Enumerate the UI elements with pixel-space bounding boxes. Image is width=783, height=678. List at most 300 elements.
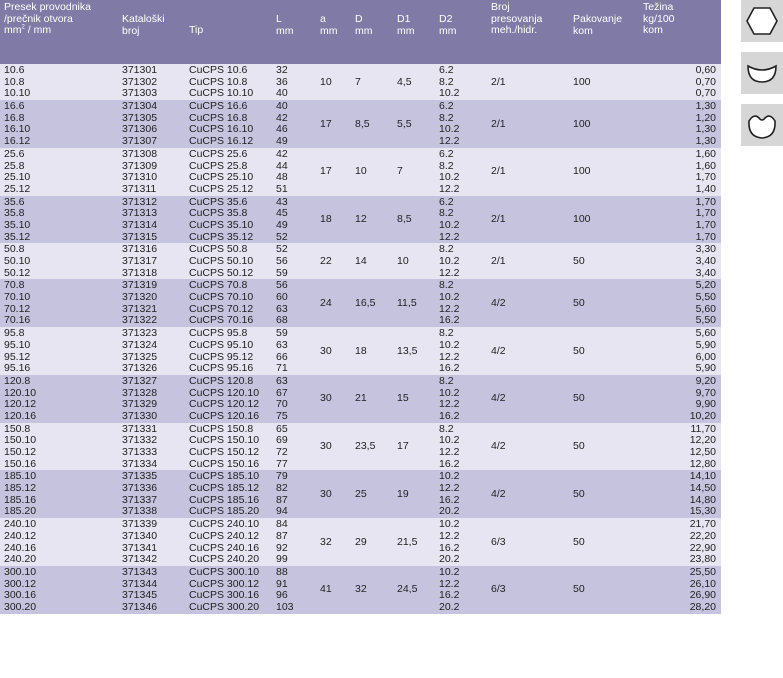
cell-length-value: 45 xyxy=(276,207,288,220)
cell-type-value: CuCPS 16.6 xyxy=(189,100,248,113)
cell-length-value: 92 xyxy=(276,541,288,554)
cell-d2-value: 10.2 xyxy=(439,123,460,136)
cell-d: 29 xyxy=(355,535,367,548)
cell-catalog-number-value: 371328 xyxy=(122,386,158,399)
cell-d: 25 xyxy=(355,487,367,500)
cell-press-count: 2/1 xyxy=(491,254,506,267)
header-text: Broj xyxy=(491,1,510,13)
cell-d1: 21,5 xyxy=(397,535,418,548)
cell-packaging: 100 xyxy=(573,117,591,130)
cell-type xyxy=(185,279,272,327)
cell-weight-value: 1,40 xyxy=(695,182,716,195)
cell-a: 30 xyxy=(320,344,332,357)
cell-weight xyxy=(639,279,721,327)
cell-d2-value: 12.2 xyxy=(439,577,460,590)
table-row xyxy=(0,470,721,518)
table-row xyxy=(0,327,721,375)
cell-length xyxy=(272,148,316,196)
cell-length-value: 91 xyxy=(276,577,288,590)
cell-packaging: 50 xyxy=(573,344,585,357)
cell-type xyxy=(185,566,272,614)
header-text xyxy=(4,25,115,37)
cell-a: 32 xyxy=(320,535,332,548)
cell-d1: 24,5 xyxy=(397,583,418,596)
cell-catalog-number-value: 371320 xyxy=(122,291,158,304)
cell-weight-value: 25,50 xyxy=(689,565,716,578)
cell-type-value: CuCPS 240.16 xyxy=(189,541,260,554)
cell-length-value: 96 xyxy=(276,589,288,602)
cell-catalog-number-value: 371345 xyxy=(122,589,158,602)
cell-catalog-number-value: 371317 xyxy=(122,255,158,267)
cell-d2-value: 10.2 xyxy=(439,386,460,399)
cell-cross-section-value: 120.10 xyxy=(4,386,37,399)
header-cross-section xyxy=(0,0,118,64)
cell-catalog-number-value: 371325 xyxy=(122,350,158,363)
cell-type-value: CuCPS 25.12 xyxy=(189,182,254,195)
cell-catalog-number-value: 371318 xyxy=(122,266,158,279)
cell-cross-section-value: 35.8 xyxy=(4,207,25,220)
cell-type xyxy=(185,470,272,518)
cell-weight-value: 5,90 xyxy=(695,338,716,351)
cell-d1: 10 xyxy=(397,254,409,267)
cell-d2-value: 16.2 xyxy=(439,589,460,602)
cell-weight-value: 21,70 xyxy=(689,518,716,531)
cell-d2-value: 10.2 xyxy=(439,218,460,231)
cell-length-value: 43 xyxy=(276,195,288,208)
header-text: kg/100 xyxy=(643,12,675,25)
cell-weight xyxy=(639,566,721,614)
cell-length-value: 51 xyxy=(276,182,288,195)
cell-cross-section-value: 95.10 xyxy=(4,338,31,351)
cell-cross-section xyxy=(0,148,118,196)
cell-weight-value: 15,30 xyxy=(689,505,716,518)
header-text: meh./hidr. xyxy=(491,24,538,37)
table-row xyxy=(0,279,721,327)
header-text: D2 xyxy=(439,13,453,25)
cell-packaging: 100 xyxy=(573,75,591,88)
cell-a: 24 xyxy=(320,296,332,309)
cell-weight-value: 9,70 xyxy=(695,386,716,399)
cell-weight-value: 1,70 xyxy=(695,207,716,220)
cell-cross-section-value: 95.8 xyxy=(4,327,25,340)
cell-type-value: CuCPS 95.16 xyxy=(189,362,254,375)
cell-type-value: CuCPS 240.10 xyxy=(189,518,260,531)
cell-cross-section xyxy=(0,243,118,279)
cell-d1: 19 xyxy=(397,487,409,500)
cell-catalog-number-value: 371330 xyxy=(122,409,158,422)
cell-length xyxy=(272,470,316,518)
cell-cross-section-value: 185.20 xyxy=(4,505,37,518)
cell-d2-value: 10.2 xyxy=(439,291,460,304)
cell-type-value: CuCPS 300.16 xyxy=(189,589,260,602)
cell-cross-section-value: 150.10 xyxy=(4,434,37,447)
cell-catalog-number-value: 371336 xyxy=(122,482,158,495)
table-row xyxy=(0,566,721,614)
cell-type-value: CuCPS 95.10 xyxy=(189,338,254,351)
cell-d1: 8,5 xyxy=(397,213,412,226)
cell-d2-value: 20.2 xyxy=(439,505,460,518)
cell-d1: 11,5 xyxy=(397,296,417,309)
cell-cross-section-value: 16.6 xyxy=(4,100,25,113)
cell-press-count: 2/1 xyxy=(491,165,506,178)
cell-packaging: 50 xyxy=(573,440,585,453)
cell-length-value: 94 xyxy=(276,505,288,518)
cell-d: 10 xyxy=(355,165,367,178)
cell-d2-value: 12.2 xyxy=(439,398,460,411)
cell-d2-value: 8.2 xyxy=(439,207,454,220)
cell-weight-value: 1,60 xyxy=(695,159,716,172)
cell-cross-section-value: 185.12 xyxy=(4,482,37,495)
cell-weight-value: 0,60 xyxy=(695,64,716,76)
cell-cross-section-value: 35.10 xyxy=(4,218,31,231)
cell-type-value: CuCPS 35.8 xyxy=(189,207,248,220)
cell-cross-section xyxy=(0,279,118,327)
cell-length-value: 77 xyxy=(276,457,288,470)
cell-length xyxy=(272,196,316,244)
table-row xyxy=(0,148,721,196)
cell-catalog-number-value: 371322 xyxy=(122,314,158,327)
cell-d: 7 xyxy=(355,75,361,88)
header-text: mm xyxy=(439,24,457,37)
table-row xyxy=(0,196,721,244)
cell-length xyxy=(272,100,316,148)
cell-catalog-number-value: 371326 xyxy=(122,362,158,375)
cell-length-value: 40 xyxy=(276,87,288,100)
cell-type-value: CuCPS 35.10 xyxy=(189,218,254,231)
cell-type-value: CuCPS 300.20 xyxy=(189,600,260,613)
cell-type-value: CuCPS 70.12 xyxy=(189,302,254,315)
cell-a: 22 xyxy=(320,254,332,267)
cell-weight-value: 12,20 xyxy=(689,434,716,447)
cell-type xyxy=(185,148,272,196)
cell-catalog-number-value: 371307 xyxy=(122,135,158,148)
cell-catalog-number-value: 371319 xyxy=(122,279,158,292)
cell-d2-value: 12.2 xyxy=(439,529,460,542)
cell-weight-value: 14,80 xyxy=(689,493,716,506)
cell-press-count: 6/3 xyxy=(491,583,506,596)
cell-type-value: CuCPS 35.12 xyxy=(189,230,254,243)
header-text: Težina xyxy=(643,1,674,13)
cell-length-value: 42 xyxy=(276,111,288,124)
cell-length xyxy=(272,243,316,279)
table-row xyxy=(0,100,721,148)
cell-d2-value: 6.2 xyxy=(439,195,454,208)
header-weight xyxy=(639,0,721,64)
cell-cross-section xyxy=(0,470,118,518)
cell-weight-value: 26,10 xyxy=(689,577,716,590)
header-catalog-number xyxy=(118,0,185,64)
cell-cross-section-value: 240.20 xyxy=(4,553,37,566)
cell-d2 xyxy=(435,243,487,279)
cell-type-value: CuCPS 25.10 xyxy=(189,171,254,184)
cell-d2-value: 8.2 xyxy=(439,159,454,172)
cell-type-value: CuCPS 120.8 xyxy=(189,374,254,387)
cell-weight-value: 0,70 xyxy=(695,87,716,100)
cell-type-value: CuCPS 185.12 xyxy=(189,482,260,495)
cell-catalog-number-value: 371332 xyxy=(122,434,158,447)
cell-packaging: 50 xyxy=(573,535,585,548)
cell-length-value: 68 xyxy=(276,314,288,327)
cell-length-value: 48 xyxy=(276,171,288,184)
cell-catalog-number-value: 371338 xyxy=(122,505,158,518)
cell-packaging: 50 xyxy=(573,254,585,267)
header-text: mm xyxy=(320,24,338,37)
cell-weight xyxy=(639,100,721,148)
cell-d2-value: 8.2 xyxy=(439,374,454,387)
header-text: Pakovanje xyxy=(573,13,623,25)
cell-weight-value: 5,20 xyxy=(695,279,716,292)
cell-catalog-number-value: 371311 xyxy=(122,182,157,195)
cell-catalog-number xyxy=(118,518,185,566)
cell-d2-value: 12.2 xyxy=(439,266,460,279)
cell-cross-section-value: 185.16 xyxy=(4,493,37,506)
cell-length-value: 88 xyxy=(276,565,288,578)
cell-cross-section-value: 16.8 xyxy=(4,111,25,124)
cell-type xyxy=(185,196,272,244)
header-text: kom xyxy=(643,24,663,37)
cell-d: 12 xyxy=(355,213,367,226)
cell-cross-section-value: 70.8 xyxy=(4,279,25,292)
cell-type-value: CuCPS 120.10 xyxy=(189,386,260,399)
cell-press-count: 4/2 xyxy=(491,392,506,405)
cell-length-value: 49 xyxy=(276,218,288,231)
cell-d2-value: 12.2 xyxy=(439,230,460,243)
cell-length xyxy=(272,279,316,327)
cell-d2 xyxy=(435,327,487,375)
cell-press-count: 6/3 xyxy=(491,535,506,548)
cell-catalog-number xyxy=(118,470,185,518)
cell-press-count: 4/2 xyxy=(491,296,506,309)
cell-length-value: 59 xyxy=(276,327,288,340)
cell-cross-section-value: 50.10 xyxy=(4,255,31,267)
cell-catalog-number-value: 371316 xyxy=(122,243,158,256)
cell-d2-value: 12.2 xyxy=(439,350,460,363)
cell-length-value: 71 xyxy=(276,362,288,375)
cell-a: 17 xyxy=(320,165,332,178)
cell-length-value: 56 xyxy=(276,279,288,292)
cell-catalog-number-value: 371313 xyxy=(122,207,158,220)
cell-packaging: 50 xyxy=(573,487,585,500)
cell-d: 8,5 xyxy=(355,117,370,130)
cell-d2-value: 10.2 xyxy=(439,338,460,351)
cell-d2-value: 16.2 xyxy=(439,409,460,422)
cell-a: 17 xyxy=(320,117,332,130)
cell-type-value: CuCPS 50.8 xyxy=(189,243,248,256)
cell-weight-value: 1,70 xyxy=(695,195,716,208)
cell-type xyxy=(185,423,272,471)
hexagon-icon xyxy=(741,0,783,42)
cell-cross-section-value: 16.12 xyxy=(4,135,31,148)
cell-catalog-number-value: 371335 xyxy=(122,470,158,483)
cell-catalog-number-value: 371323 xyxy=(122,327,158,340)
cell-type-value: CuCPS 300.10 xyxy=(189,565,260,578)
cell-d2-value: 8.2 xyxy=(439,111,454,124)
cell-length-value: 32 xyxy=(276,64,288,76)
cell-cross-section-value: 70.16 xyxy=(4,314,31,327)
cell-catalog-number xyxy=(118,196,185,244)
cell-d1: 5,5 xyxy=(397,117,412,130)
cell-type xyxy=(185,327,272,375)
cell-length-value: 63 xyxy=(276,374,288,387)
cell-weight-value: 14,10 xyxy=(689,470,716,483)
cell-type-value: CuCPS 185.20 xyxy=(189,505,260,518)
cell-a: 30 xyxy=(320,487,332,500)
cell-weight-value: 12,80 xyxy=(689,457,716,470)
cell-catalog-number-value: 371314 xyxy=(122,218,158,231)
cell-length-value: 84 xyxy=(276,518,288,531)
cell-d: 18 xyxy=(355,344,367,357)
cell-catalog-number xyxy=(118,375,185,423)
cell-d2 xyxy=(435,279,487,327)
cell-d2 xyxy=(435,423,487,471)
cell-d2-value: 10.2 xyxy=(439,470,460,483)
cell-cross-section-value: 95.12 xyxy=(4,350,31,363)
cell-cross-section-value: 240.10 xyxy=(4,518,37,531)
cell-catalog-number-value: 371333 xyxy=(122,446,158,458)
header-unit: mm xyxy=(4,24,22,37)
cell-catalog-number-value: 371305 xyxy=(122,111,158,124)
cell-cross-section-value: 50.12 xyxy=(4,266,31,279)
cell-length-value: 67 xyxy=(276,386,288,399)
cell-cross-section-value: 120.16 xyxy=(4,409,37,422)
cell-type-value: CuCPS 50.10 xyxy=(189,255,254,267)
cell-d2-value: 8.2 xyxy=(439,75,454,88)
cell-cross-section-value: 300.20 xyxy=(4,600,37,613)
cell-length-value: 44 xyxy=(276,159,288,172)
cell-d2-value: 10.2 xyxy=(439,255,460,267)
cell-type xyxy=(185,64,272,100)
cell-type-value: CuCPS 120.16 xyxy=(189,409,260,422)
cell-weight-value: 0,70 xyxy=(695,75,716,88)
cell-cross-section xyxy=(0,196,118,244)
cell-weight-value: 9,90 xyxy=(695,398,716,411)
cell-type-value: CuCPS 150.16 xyxy=(189,457,260,470)
cell-cross-section-value: 50.8 xyxy=(4,243,25,256)
cell-packaging: 100 xyxy=(573,165,591,178)
cell-d2-value: 10.2 xyxy=(439,171,460,184)
cell-type-value: CuCPS 240.20 xyxy=(189,553,260,566)
table-row xyxy=(0,423,721,471)
cell-catalog-number-value: 371344 xyxy=(122,577,158,590)
cell-d2-value: 10.2 xyxy=(439,87,460,100)
cell-length xyxy=(272,518,316,566)
cell-cross-section xyxy=(0,100,118,148)
cell-weight-value: 1,70 xyxy=(695,218,716,231)
cell-d2 xyxy=(435,148,487,196)
cell-packaging: 100 xyxy=(573,213,591,226)
cell-cross-section-value: 150.16 xyxy=(4,457,37,470)
cell-press-count: 4/2 xyxy=(491,440,506,453)
cell-type-value: CuCPS 10.6 xyxy=(189,64,248,76)
cell-weight-value: 22,90 xyxy=(689,541,716,554)
cell-weight-value: 3,40 xyxy=(695,266,716,279)
cell-type-value: CuCPS 70.10 xyxy=(189,291,254,304)
crescent-icon xyxy=(741,52,783,94)
cell-cross-section-value: 185.10 xyxy=(4,470,37,483)
header-text: D1 xyxy=(397,13,411,25)
cell-length-value: 52 xyxy=(276,230,288,243)
cell-type-value: CuCPS 185.10 xyxy=(189,470,260,483)
cell-d2 xyxy=(435,518,487,566)
cell-weight-value: 1,20 xyxy=(695,111,716,124)
cell-length-value: 60 xyxy=(276,291,288,304)
cell-catalog-number-value: 371324 xyxy=(122,338,158,351)
cell-catalog-number-value: 371301 xyxy=(122,64,158,76)
cell-weight-value: 5,60 xyxy=(695,327,716,340)
header-d1 xyxy=(393,0,435,64)
cell-length-value: 52 xyxy=(276,243,288,256)
cell-cross-section xyxy=(0,375,118,423)
header-length xyxy=(272,0,316,64)
header-packaging xyxy=(569,0,639,64)
cell-type xyxy=(185,518,272,566)
cell-weight xyxy=(639,518,721,566)
header-text: broj xyxy=(122,24,140,37)
cell-length-value: 103 xyxy=(276,600,294,613)
cell-length-value: 99 xyxy=(276,553,288,566)
cell-type-value: CuCPS 16.10 xyxy=(189,123,254,136)
cell-catalog-number xyxy=(118,64,185,100)
cell-catalog-number-value: 371315 xyxy=(122,230,158,243)
header-text: a xyxy=(320,13,326,25)
cell-cross-section-value: 25.8 xyxy=(4,159,25,172)
cell-weight xyxy=(639,327,721,375)
cell-press-count: 2/1 xyxy=(491,75,506,88)
cell-catalog-number-value: 371308 xyxy=(122,147,158,160)
cell-weight-value: 6,00 xyxy=(695,350,716,363)
cell-type-value: CuCPS 16.8 xyxy=(189,111,248,124)
cell-catalog-number-value: 371339 xyxy=(122,518,158,531)
cell-length xyxy=(272,64,316,100)
cell-length-value: 42 xyxy=(276,147,288,160)
cell-catalog-number-value: 371310 xyxy=(122,171,158,184)
header-text: presovanja xyxy=(491,12,543,25)
cell-press-count: 4/2 xyxy=(491,344,506,357)
cell-cross-section-value: 35.12 xyxy=(4,230,31,243)
cell-cross-section-value: 240.16 xyxy=(4,541,37,554)
cell-weight xyxy=(639,64,721,100)
cell-catalog-number-value: 371304 xyxy=(122,100,158,113)
cell-d2-value: 16.2 xyxy=(439,493,460,506)
cell-cross-section-value: 10.8 xyxy=(4,75,25,88)
cell-type xyxy=(185,100,272,148)
cell-cross-section-value: 10.10 xyxy=(4,87,31,100)
cell-weight-value: 5,50 xyxy=(695,291,716,304)
header-a xyxy=(316,0,351,64)
cell-cross-section-value: 25.12 xyxy=(4,182,31,195)
table-header-row xyxy=(0,0,721,64)
table-row xyxy=(0,375,721,423)
cell-length-value: 63 xyxy=(276,338,288,351)
cell-d2-value: 16.2 xyxy=(439,541,460,554)
cell-cross-section-value: 150.8 xyxy=(4,422,31,435)
cell-catalog-number-value: 371340 xyxy=(122,529,158,542)
cell-d2 xyxy=(435,566,487,614)
cell-cross-section xyxy=(0,566,118,614)
header-text: Tip xyxy=(189,24,204,36)
shape-icons-column xyxy=(741,0,783,156)
cell-catalog-number-value: 371331 xyxy=(122,422,158,435)
cell-d1: 13,5 xyxy=(397,344,418,357)
cell-weight xyxy=(639,196,721,244)
cell-d2-value: 16.2 xyxy=(439,314,460,327)
cell-d2-value: 6.2 xyxy=(439,64,454,76)
cell-type-value: CuCPS 10.10 xyxy=(189,87,254,100)
cell-press-count: 4/2 xyxy=(491,487,506,500)
cell-length-value: 65 xyxy=(276,422,288,435)
cell-length-value: 72 xyxy=(276,446,288,458)
cell-cross-section-value: 300.16 xyxy=(4,589,37,602)
